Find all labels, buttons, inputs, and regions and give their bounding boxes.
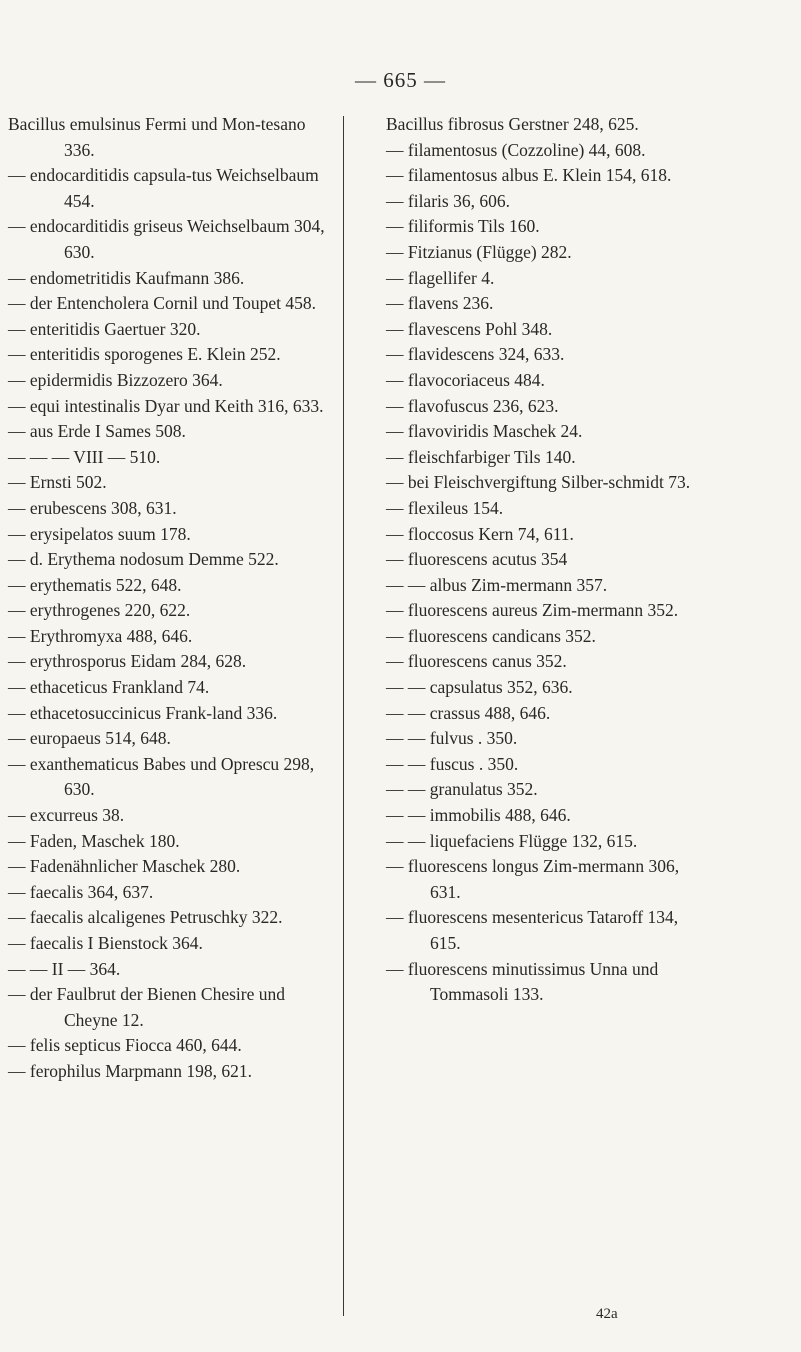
index-entry: — filiformis Tils 160.: [386, 216, 540, 237]
index-entry: — exanthematicus Babes und Oprescu 298, 630.: [8, 753, 315, 800]
index-entry: — endocarditidis capsula-tus Weichselbaum 454.: [8, 165, 319, 211]
index-entry: — enteritidis sporogenes E. Klein 252.: [8, 344, 281, 365]
index-entry: Bacillus emulsinus Fermi und Mon-tesano 336.: [8, 114, 306, 160]
index-entry: Bacillus fibrosus Gerstner 248, 625.: [386, 114, 639, 134]
index-entry: — erubescens 308, 631.: [8, 497, 177, 518]
index-entry: — endometritidis Kaufmann 386.: [8, 267, 245, 288]
index-entry: — aus Erde I Sames 508.: [8, 421, 186, 442]
index-entry: — enteritidis Gaertuer 320.: [8, 318, 201, 339]
index-entry: — fluorescens longus Zim-mermann 306, 631.: [386, 856, 680, 902]
index-entry: — fluorescens aureus Zim-mermann 352.: [386, 600, 679, 621]
index-entry: — endocarditidis griseus Weichselbaum 304, 630.: [8, 216, 325, 262]
index-entry: — Fitzianus (Flügge) 282.: [386, 241, 572, 262]
index-entry: — — — VIII — 510.: [8, 446, 161, 467]
index-entry: — flavens 236.: [386, 293, 494, 314]
right-column: [386, 112, 706, 1008]
index-entry: — flagellifer 4.: [386, 267, 495, 288]
index-entry: — ethaceticus Frankland 74.: [8, 677, 210, 698]
index-entry: — erythematis 522, 648.: [8, 574, 182, 595]
index-entry: — fluorescens mesentericus Tataroff 134, 615.: [386, 907, 679, 953]
index-entry: — Faden, Maschek 180.: [8, 830, 180, 851]
index-entry: — fleischfarbiger Tils 140.: [386, 446, 576, 467]
index-entry: — flavoviridis Maschek 24.: [386, 421, 583, 442]
index-entry: — excurreus 38.: [8, 805, 125, 826]
index-entry: — filaris 36, 606.: [386, 190, 510, 211]
index-entry: — flavocoriaceus 484.: [386, 369, 545, 390]
index-entry: — — granulatus 352.: [386, 779, 538, 800]
index-entry: — der Faulbrut der Bienen Chesire und Cheyne 12.: [8, 984, 286, 1030]
index-entry: — filamentosus albus E. Klein 154, 618.: [386, 165, 672, 186]
index-entry: — flavescens Pohl 348.: [386, 318, 553, 339]
index-entry: — europaeus 514, 648.: [8, 728, 171, 749]
index-entry: — fluorescens minutissimus Unna und Tommasoli 133.: [386, 958, 659, 1005]
index-entry: — faecalis alcaligenes Petruschky 322.: [8, 907, 283, 928]
index-entry: — Fadenähnlicher Maschek 280.: [8, 856, 241, 877]
index-entry: — — liquefaciens Flügge 132, 615.: [386, 830, 638, 851]
index-entry: — equi intestinalis Dyar und Keith 316, 633.: [8, 395, 324, 416]
index-entry: — — immobilis 488, 646.: [386, 805, 571, 826]
index-entry: — ferophilus Marpmann 198, 621.: [8, 1060, 252, 1081]
index-entry: — — II — 364.: [8, 958, 121, 979]
index-entry: — felis septicus Fiocca 460, 644.: [8, 1035, 242, 1056]
index-entry: — flexileus 154.: [386, 497, 504, 518]
signature-mark: 42a: [596, 1306, 618, 1322]
index-entry: — filamentosus (Cozzoline) 44, 608.: [386, 139, 646, 160]
index-entry: — floccosus Kern 74, 611.: [386, 523, 574, 544]
index-entry: — Erythromyxa 488, 646.: [8, 625, 193, 646]
index-entry: — — fuscus . 350.: [386, 753, 519, 774]
index-entry: — bei Fleischvergiftung Silber-schmidt 73.: [386, 472, 691, 493]
index-entry: — fluorescens canus 352.: [386, 651, 567, 672]
index-entry: — erythrosporus Eidam 284, 628.: [8, 651, 247, 672]
index-entry: — — albus Zim-mermann 357.: [386, 574, 608, 595]
left-column: [8, 112, 338, 1085]
index-entry: — — fulvus . 350.: [386, 728, 518, 749]
column-divider: [343, 116, 344, 1316]
index-entry: — epidermidis Bizzozero 364.: [8, 369, 223, 390]
index-entry: — fluorescens candicans 352.: [386, 625, 596, 646]
index-entry: — erythrogenes 220, 622.: [8, 600, 191, 621]
index-entry: — Ernsti 502.: [8, 472, 107, 493]
index-entry: — ethacetosuccinicus Frank-land 336.: [8, 702, 278, 723]
index-entry: — — capsulatus 352, 636.: [386, 677, 573, 698]
index-entry: — flavidescens 324, 633.: [386, 344, 565, 365]
index-entry: — erysipelatos suum 178.: [8, 523, 191, 544]
index-entry: — faecalis 364, 637.: [8, 881, 154, 902]
index-entry: — faecalis I Bienstock 364.: [8, 933, 203, 953]
index-entry: — der Entencholera Cornil und Toupet 458.: [8, 293, 317, 314]
index-entry: — d. Erythema nodosum Demme 522.: [8, 549, 279, 570]
index-entry: — — crassus 488, 646.: [386, 702, 551, 723]
index-entry: — flavofuscus 236, 623.: [386, 395, 559, 416]
page-number: — 665 —: [355, 68, 446, 92]
index-entry: — fluorescens acutus 354: [386, 549, 568, 570]
